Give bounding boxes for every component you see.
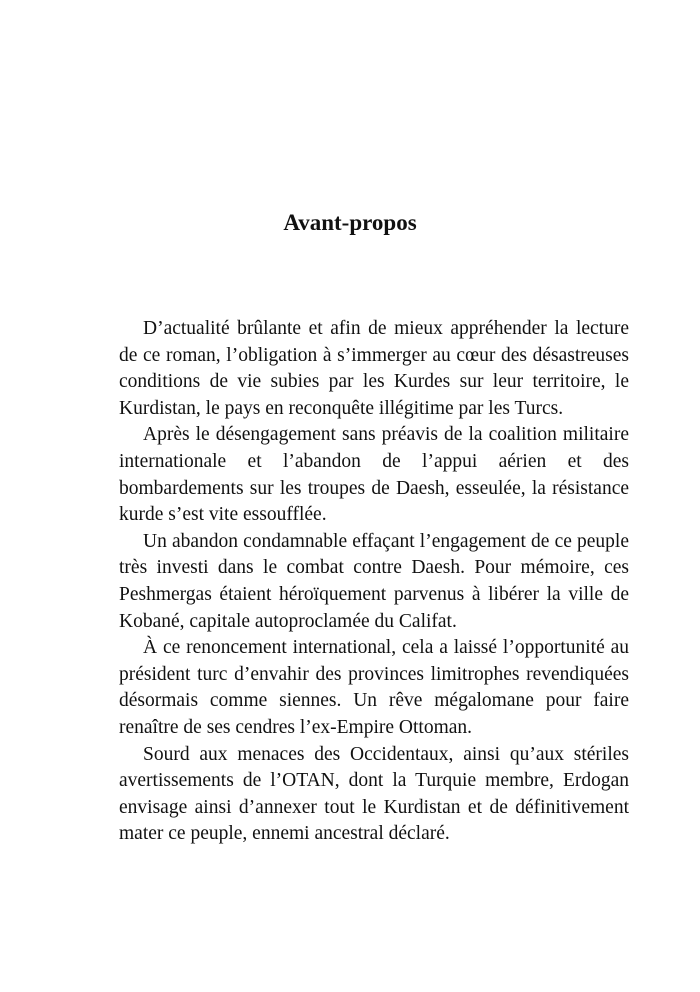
page-title: Avant-propos [283,210,417,235]
paragraph-2: Après le désengagement sans préavis de la coalition militaire internationale et l’abandon de l’appui aérien et des bombardements sur les troupes de Daesh, esseulée, la résistance kurde s’est vite essoufflée. [119,424,629,526]
paragraph-1: D’actualité brûlante et afin de mieux appréhender la lecture de ce roman, l’obligation à s’immerger au cœur des désastreuses conditions de vie subies par les Kurdes sur leur territoire, le Kurdistan, le pays en reconquête illégitime par les Turcs. [119,318,629,419]
paragraph-3: Un abandon condamnable effaçant l’engagement de ce peuple très investi dans le combat contre Daesh. Pour mémoire, ces Peshmergas étaient héroïquement parvenus à libérer la ville de Kobané, capitale autoproclamée du Califat. [119,530,629,632]
paragraph-4: À ce renoncement international, cela a laissé l’opportunité au président turc d’envahir des provinces limitrophes revendiquées désormais comme siennes. Un rêve mégalomane pour faire renaître de ses cendres l’ex-Empire Ottoman. [119,637,629,738]
paragraph-5: Sourd aux menaces des Occidentaux, ainsi qu’aux stériles avertissements de l’OTAN, dont la Turquie membre, Erdogan envisage ainsi d’annexer tout le Kurdistan et de définitivement mater ce peuple, ennemi ancestral déclaré. [119,743,629,845]
body-text [119,316,629,848]
